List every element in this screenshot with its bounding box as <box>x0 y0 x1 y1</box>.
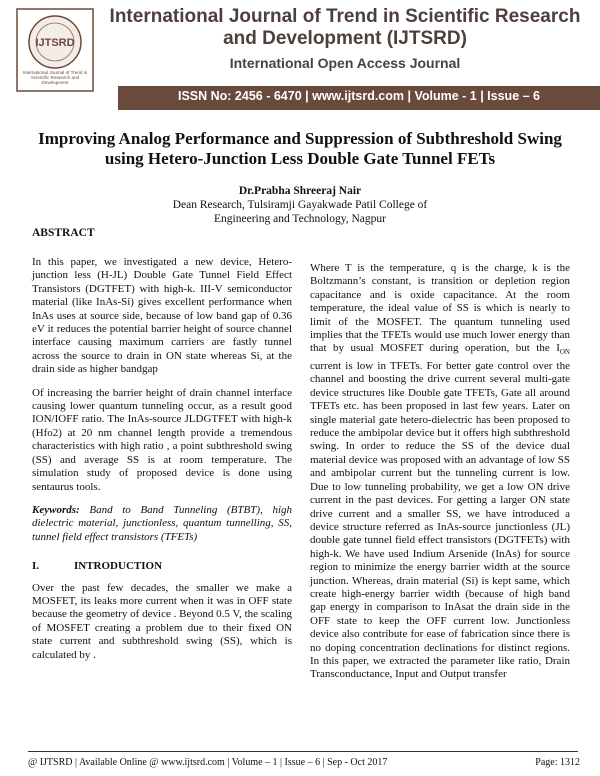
footer-divider <box>28 751 578 752</box>
author-affiliation-line-1: Dean Research, Tulsiramji Gayakwade Patil College of <box>172 199 428 211</box>
author-affiliation-line-2: Engineering and Technology, Nagpur <box>214 213 386 225</box>
text-before-ion: Where T is the temperature, q is the charge, k is the Boltzmann’s constant, is transition or depletion region capacitance and is oxide capacitance. At the room temperature, the ideal value of SS is which is nearly to limit of the MOSFET. The quantum tunneling used implies that the TFETs would use much lower energy than that by usual MOSFET during operation, but the I <box>310 262 570 355</box>
journal-logo <box>16 8 94 92</box>
right-column-paragraph <box>310 262 570 682</box>
paper-title: Improving Analog Performance and Suppression of Subthreshold Swing using Hetero-Junction Less Double Gate Tunnel FETs <box>38 129 562 168</box>
intro-paragraph-1: Over the past few decades, the smaller we make a MOSFET, its leaks more current when it was in OFF state because the geometry of device . Beyond 0.5 V, the scaling of MOSFET creating a problem due to their fixed ON state current and subthreshold swing (SS), which is calculated by . <box>32 581 292 661</box>
keywords-paragraph <box>32 504 292 544</box>
ion-subscript: ON <box>559 348 570 357</box>
left-column <box>32 256 292 672</box>
text-after-ion: current is low in TFETs. For better gate control over the channel and boosting the drive current several multi-gate device structures like Double gate TFETs, Gate all around TFETs etc. has been proposed in last few years. Later on single material gate hetero-dielectric has been proposed to reduce the ambipolar device but it offers high subthreshold swing. In order to reduce the SS of the device dual material device was proposed with an advantage of low SS and ambipolar current but the tunneling current is low. Due to low tunneling probability, we get a low ON drive current in the past devices. For getting a larger ON state drive current and a smaller SS, we have introduced a device structure referred as InAs-source junctionless (JL) double gate tunnel field effect transistors (DGTFETs) with high-k. We have used Indium Arsenide (InAs) for source region to minimize the energy barrier width at the source junction. Whereas, drain material (Si) is kept same, which create high-energy barrier width (because of high band gap energy in comparison to InAsat the drain side in the OFF state to keep the OFF current low. Junctionless device also contribute for ease of fabrication since there is no doping concentration declinations for distinct regions. In this paper, we extracted the parameter like ratio, Drain Transconductance, Input and Output transfer <box>310 360 570 681</box>
abstract-heading: ABSTRACT <box>32 227 95 239</box>
logo-text: IJTSRD <box>35 37 75 49</box>
footer-citation: @ IJTSRD | Available Online @ www.ijtsrd.com | Volume – 1 | Issue – 6 | Sep - Oct 2017 <box>28 757 388 768</box>
page-number: Page: 1312 <box>535 757 580 768</box>
keywords-text: Band to Band Tunneling (BTBT), high dielectric material, junctionless, quantum tunnelling, SS, tunnel field effect transistors (TFETs) <box>32 503 292 543</box>
abstract-paragraph-2: Of increasing the barrier height of drain channel interface causing lower quantum tunneling occur, as a result good ION/IOFF ratio. The InAs-source JLDGTFET with high-k (Hfo2) at 20 nm channel length provide a tremendous characteristics with high ratio , a point subthreshold swing (SS) and average SS is at room temperature. The simulation study of proposed device is done using sentaurus tools. <box>32 386 292 493</box>
journal-title: International Journal of Trend in Scientific Research and Development (IJTSRD) <box>109 6 581 49</box>
footer <box>28 757 580 768</box>
keywords-label: Keywords: <box>32 503 80 516</box>
introduction-heading <box>32 560 292 573</box>
section-number: I. <box>32 560 40 573</box>
right-column <box>310 262 570 692</box>
issn-volume-line: ISSN No: 2456 - 6470 | www.ijtsrd.com | Volume - 1 | Issue – 6 <box>177 89 540 103</box>
section-title: INTRODUCTION <box>74 560 163 573</box>
journal-subtitle: International Open Access Journal <box>229 55 461 71</box>
author-name: Dr.Prabha Shreeraj Nair <box>238 185 362 197</box>
logo-caption: International Journal of Trend in Scientific Research and Development <box>22 70 88 85</box>
abstract-paragraph-1: In this paper, we investigated a new device, Hetero-junction less (H-JL) Double Gate Tunnel Field Effect Transistors (DGTFET) with high-k. III-V semiconductor material (like InAs-Si) gives excellent performance when InAs uses at source side, because of low band gap of 0.36 eV it reduces the potential barrier height of source channel interface causing maximum carriers are fastly tunnel across the source to drain in ON state whereas Si, at the drain side as higher bandgap <box>32 256 292 376</box>
